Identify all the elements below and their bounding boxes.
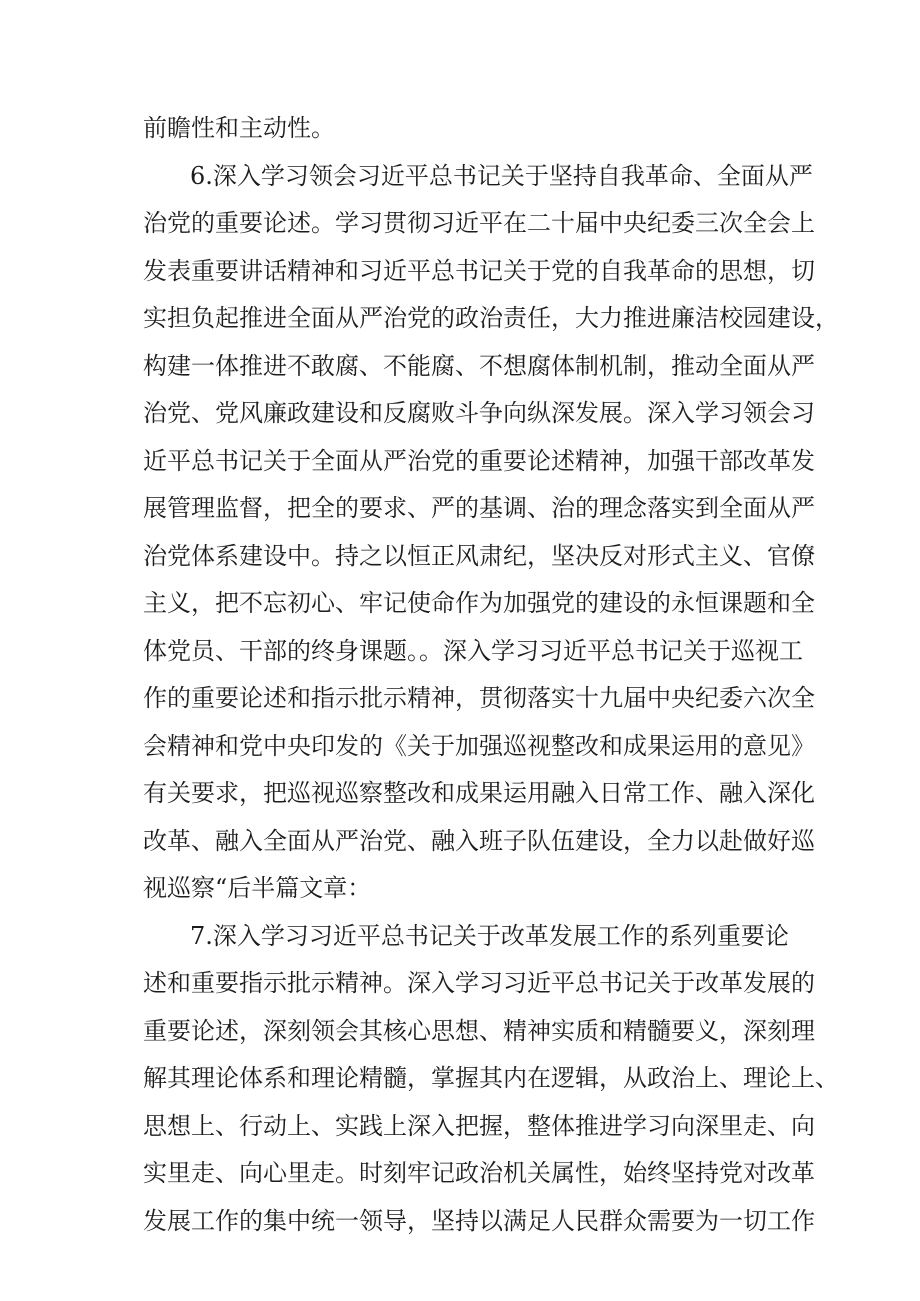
text-line: 有关要求，把巡视巡察整改和成果运用融入日常工作、融入深化 <box>143 779 815 807</box>
text-line: 实里走、向心里走。时刻牢记政治机关属性，始终坚持党对改革 <box>143 1159 815 1187</box>
text-line: 治党、党风廉政建设和反腐败斗争向纵深发展。深入学习领会习 <box>143 399 815 427</box>
text-line: 展管理监督，把全的要求、严的基调、治的理念落实到全面从严 <box>143 494 815 522</box>
text-line: 治党体系建设中。持之以恒正风肃纪，坚决反对形式主义、官僚 <box>143 542 815 570</box>
text-line: 治党的重要论述。学习贯彻习近平在二十届中央纪委三次全会上 <box>143 209 815 237</box>
text-line: 主义，把不忘初心、牢记使命作为加强党的建设的永恒课题和全 <box>143 589 815 617</box>
text-line: 重要论述，深刻领会其核心思想、精神实质和精髓要义，深刻理 <box>143 1017 815 1045</box>
text-line: 发表重要讲话精神和习近平总书记关于党的自我革命的思想，切 <box>143 257 815 285</box>
text-line: 改革、融入全面从严治党、融入班子队伍建设，全力以赴做好巡 <box>143 827 815 855</box>
text-line: 7.深入学习习近平总书记关于改革发展工作的系列重要论 <box>190 922 789 950</box>
text-line: 近平总书记关于全面从严治党的重要论述精神，加强干部改革发 <box>143 447 815 475</box>
text-line: 前瞻性和主动性。 <box>143 114 335 142</box>
text-line: 思想上、行动上、实践上深入把握，整体推进学习向深里走、向 <box>143 1112 815 1140</box>
text-line: 解其理论体系和理论精髓，掌握其内在逻辑，从政治上、理论上、 <box>143 1064 839 1092</box>
text-line: 6.深入学习领会习近平总书记关于坚持自我革命、全面从严 <box>190 162 813 190</box>
text-line: 发展工作的集中统一领导，坚持以满足人民群众需要为一切工作 <box>143 1207 815 1235</box>
text-line: 实担负起推进全面从严治党的政治责任，大力推进廉洁校园建设， <box>143 304 839 332</box>
text-line: 体党员、干部的终身课题。。深入学习习近平总书记关于巡视工 <box>143 637 803 665</box>
text-line: 视巡察“后半篇文章： <box>143 874 372 902</box>
text-line: 述和重要指示批示精神。深入学习习近平总书记关于改革发展的 <box>143 969 815 997</box>
text-line: 会精神和党中央印发的《关于加强巡视整改和成果运用的意见》 <box>143 732 815 760</box>
text-line: 作的重要论述和指示批示精神，贯彻落实十九届中央纪委六次全 <box>143 684 815 712</box>
text-line: 构建一体推进不敢腐、不能腐、不想腐体制机制，推动全面从严 <box>143 352 815 380</box>
